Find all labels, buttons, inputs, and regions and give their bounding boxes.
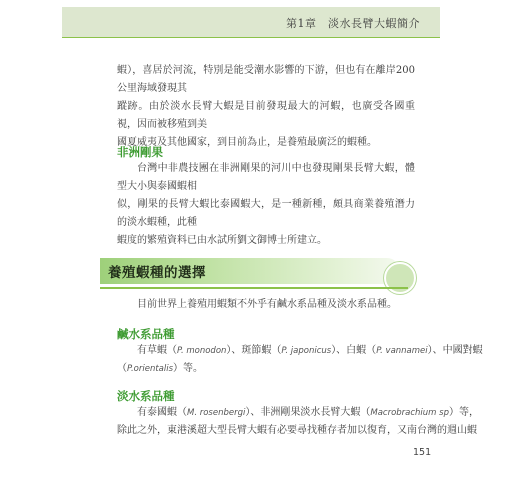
species-name: P. vannamei — [376, 346, 428, 356]
africa-line: 蝦度的繁殖資料已由水試所劉文御博士所建立。 — [117, 235, 327, 246]
intro-line: 蹤跡。由於淡水長臂大蝦是目前發現最大的河蝦，也廣受各國重視，因而被移殖到美 — [117, 101, 415, 130]
text-span: ）、白蝦（ — [331, 345, 377, 356]
africa-line: 台灣中非農技團在非洲剛果的河川中也發現剛果長臂大蝦，體型大小與泰國蝦相 — [117, 163, 415, 192]
freshwater-line — [117, 404, 479, 422]
africa-heading: 非洲剛果 — [117, 145, 163, 159]
text-span: ）等， — [448, 407, 479, 418]
text-span: 有草蝦（ — [137, 345, 177, 356]
section-banner — [100, 258, 400, 284]
africa-line: 似，剛果的長臂大蝦比泰國蝦大，是一種新種，頗具商業養殖潛力的淡水蝦種，此種 — [117, 199, 415, 228]
text-span: 有泰國蝦（ — [137, 407, 187, 418]
section-banner-circle — [384, 262, 416, 294]
freshwater-heading: 淡水系品種 — [117, 389, 175, 403]
intro-paragraph — [117, 62, 415, 152]
saltwater-heading: 鹹水系品種 — [117, 327, 175, 341]
species-name: M. rosenbergi — [187, 408, 246, 418]
africa-paragraph — [117, 160, 415, 250]
section-title: 養殖蝦種的選擇 — [108, 265, 206, 281]
saltwater-paragraph — [117, 342, 483, 378]
freshwater-paragraph — [117, 404, 479, 440]
chapter-title: 第1章 淡水長臂大蝦簡介 — [286, 17, 420, 30]
chapter-header-band — [62, 7, 440, 37]
freshwater-line: 除此之外，東港溪超大型長臂大蝦有必要尋找種存者加以復育，又南台灣的週山蝦 — [117, 425, 477, 436]
species-name: P. japonicus — [281, 346, 332, 356]
text-span: ）、斑節蝦（ — [226, 345, 282, 356]
text-span: ）、中國對蝦 — [427, 345, 483, 356]
section-divider — [100, 287, 408, 289]
saltwater-line — [117, 360, 415, 378]
species-name: P. monodon — [177, 346, 227, 356]
species-name: Macrobrachium sp — [370, 408, 449, 418]
header-divider — [62, 37, 440, 38]
intro-line: 蝦），喜居於河流，特別是能受潮水影響的下游，但也有在離岸200公里海域發現其 — [117, 65, 415, 94]
text-span: （ — [117, 363, 127, 374]
text-span: ）、非洲剛果淡水長臂大蝦（ — [245, 407, 371, 418]
section-intro: 目前世界上養殖用蝦類不外乎有鹹水系品種及淡水系品種。 — [137, 299, 397, 310]
page-number: 151 — [413, 447, 432, 458]
intro-line: 國夏威夷及其他國家，到目前為止，是養殖最廣泛的蝦種。 — [117, 137, 377, 148]
text-span: ）等。 — [173, 363, 204, 374]
saltwater-line — [117, 342, 483, 360]
species-name: P.orientalis — [127, 364, 174, 374]
